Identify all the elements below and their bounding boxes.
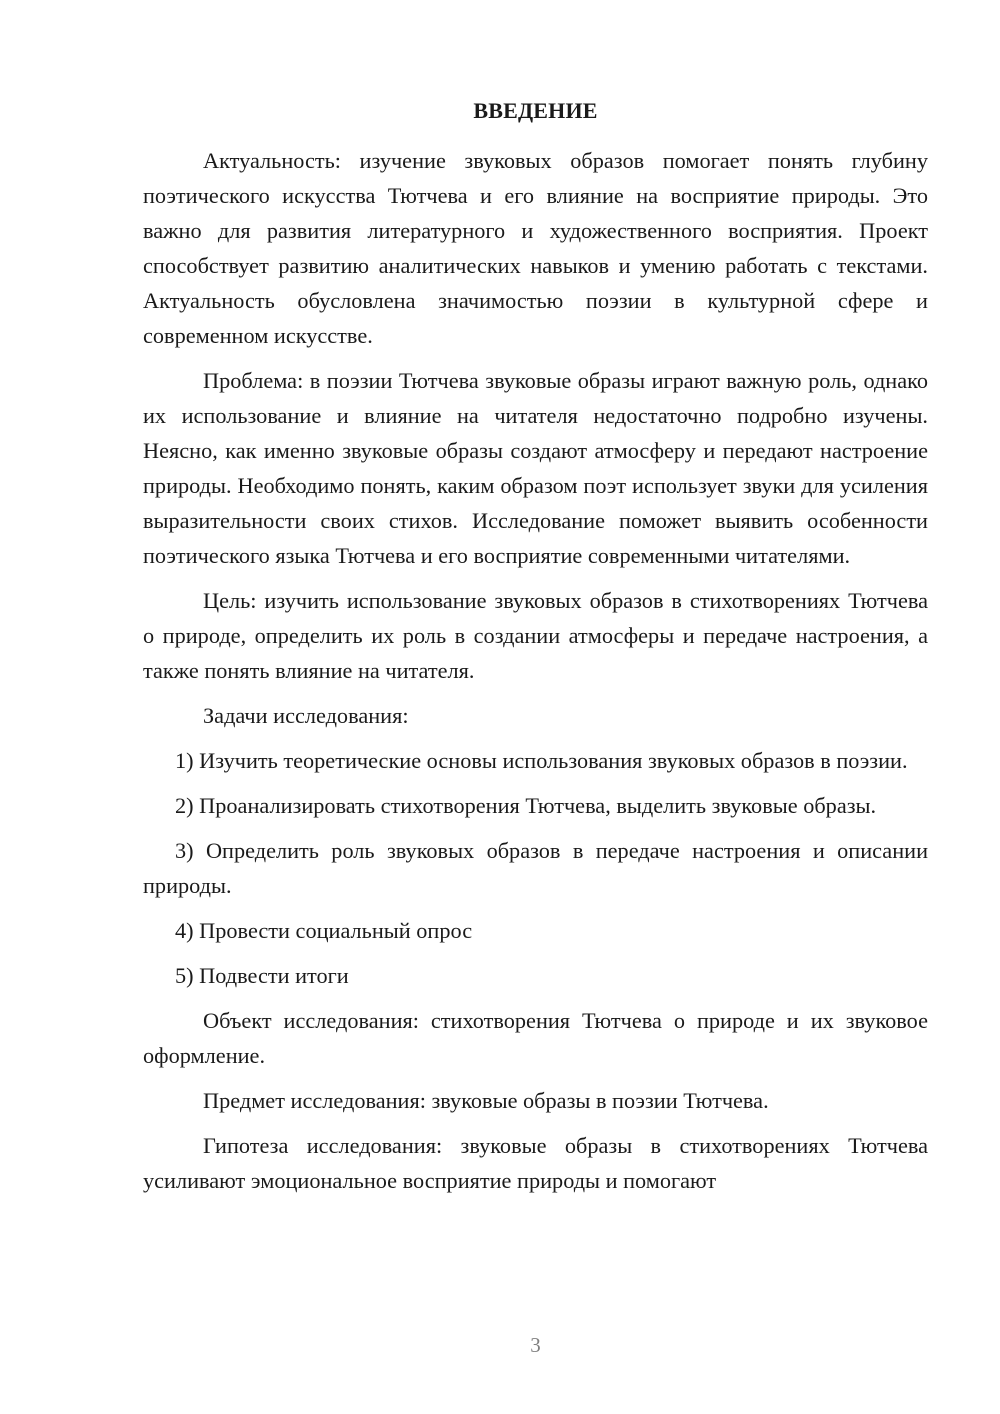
task-item: 1) Изучить теоретические основы использования звуковых образов в поэзии. — [175, 748, 908, 773]
page-title: ВВЕДЕНИЕ — [473, 98, 598, 123]
task-item: 4) Провести социальный опрос — [175, 918, 473, 943]
paragraph-object: Объект исследования: стихотворения Тютчева о природе и их звуковое оформление. — [143, 1008, 928, 1068]
paragraph-subject: Предмет исследования: звуковые образы в поэзии Тютчева. — [203, 1088, 769, 1113]
document-page — [143, 0, 928, 1414]
paragraph-relevance: Актуальность: изучение звуковых образов помогает понять глубину поэтического искусства Тютчева и его влияние на восприятие природы. Это важно для развития литературного и художественного восприятия. Проект способствует развитию аналитических навыков и умению работать с текстами. Актуальность обусловлена значимостью поэзии в культурной сфере и современном искусстве. — [143, 148, 928, 348]
paragraph-hypothesis: Гипотеза исследования: звуковые образы в стихотворениях Тютчева усиливают эмоциональное восприятие природы и помогают — [143, 1133, 928, 1193]
tasks-heading: Задачи исследования: — [203, 703, 409, 728]
paragraph-problem: Проблема: в поэзии Тютчева звуковые образы играют важную роль, однако их использование и влияние на читателя недостаточно подробно изучены. Неясно, как именно звуковые образы создают атмосферу и передают настроение природы. Необходимо понять, каким образом поэт использует звуки для усиления выразительности своих стихов. Исследование поможет выявить особенности поэтического языка Тютчева и его восприятие современными читателями. — [143, 368, 928, 568]
document-body — [143, 143, 928, 1198]
page-number: 3 — [530, 1333, 541, 1357]
task-item: 5) Подвести итоги — [175, 963, 349, 988]
paragraph-goal: Цель: изучить использование звуковых образов в стихотворениях Тютчева о природе, определить их роль в создании атмосферы и передаче настроения, а также понять влияние на читателя. — [143, 588, 928, 683]
task-item: 3) Определить роль звуковых образов в передаче настроения и описании природы. — [143, 838, 928, 898]
task-item: 2) Проанализировать стихотворения Тютчева, выделить звуковые образы. — [175, 793, 877, 818]
